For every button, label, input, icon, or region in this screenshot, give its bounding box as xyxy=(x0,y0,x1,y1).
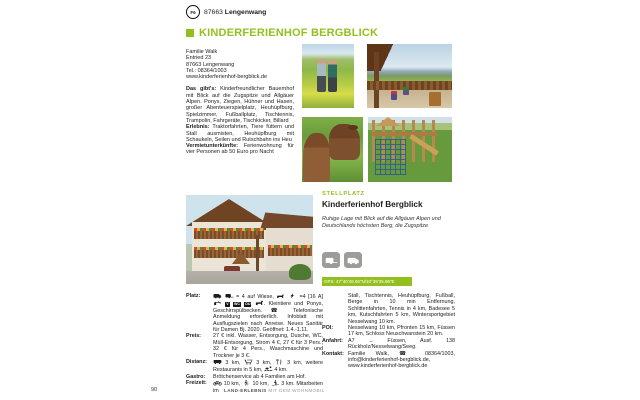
detail-row-kontakt xyxy=(322,351,455,370)
address-line: Tel.: 08364/1003 xyxy=(186,67,227,74)
host-figure xyxy=(317,59,326,92)
address-line: 87663 Lengenwang xyxy=(186,61,235,68)
balcony-post xyxy=(374,52,379,108)
detail-label: Platz: xyxy=(186,293,201,299)
motorhome-icon xyxy=(347,256,360,265)
detail-text: Nesselwang 10 km, Pfronten 15 km, Füssen 17 km, Schloss Neuschwanstein 20 km. xyxy=(348,325,455,338)
plug-icon xyxy=(288,293,297,299)
stellplatz-kicker: STELLPLATZ xyxy=(322,191,365,197)
detail-text: Familie Walk, ☎ 08364/1003, info@kinderferienhof-bergblick.de, www.kinderferienhof-bergblick.de xyxy=(348,350,455,370)
address-line: Entried 23 xyxy=(186,55,212,62)
photo-host-couple xyxy=(302,44,354,108)
text-das-gibts: Kinderfreundlicher Bauernhof mit Blick auf die Zugspitze und Allgäuer Alpen. Ponys, Ziegen, Hühner und Hasen, großer Abenteuerspielplatz, Heuhüpfburg, Spielzimmer, Fußballplatz, Tischtennis, Trampolin, Fahrgeräte, Tischkicker, Billard xyxy=(186,86,294,124)
flower-pot xyxy=(391,91,397,100)
dog-icon xyxy=(276,293,285,299)
climbing-net xyxy=(375,139,406,175)
pool-icon xyxy=(264,366,273,372)
detail-label: Kontakt: xyxy=(322,350,344,357)
caravan-badge xyxy=(322,252,340,268)
address-line: Familie Walk xyxy=(186,49,218,55)
horse-icon xyxy=(255,300,264,306)
cart-icon xyxy=(244,359,253,365)
goat-ear xyxy=(348,125,358,130)
detail-label: Distanz: xyxy=(186,359,207,366)
detail-text: 27 € inkl. Wasser, Entsorgung, Dusche, WC, Müll-Entsorgung, Strom 4 €, 27 € für 3 Pers., 32 € für 4 Pers., Waschmaschine und Trockner je 3 €. xyxy=(213,333,323,359)
motorhome-icon xyxy=(213,293,222,299)
contact-address xyxy=(186,49,294,80)
listing-title: KINDERFERIENHOF BERGBLICK xyxy=(199,27,379,39)
bike-icon xyxy=(213,380,222,386)
playground-deck xyxy=(372,132,438,136)
restaurant-icon xyxy=(275,359,284,365)
detail-label xyxy=(322,293,348,325)
bus-icon xyxy=(213,359,222,365)
detail-row-anfahrt xyxy=(322,338,455,351)
map-grid-badge: F6 xyxy=(186,5,200,19)
info-column xyxy=(186,49,294,156)
stellplatz-section xyxy=(322,191,455,287)
detail-text: = 4 auf Wiese, =4 [16 A] V WC DU . Kleintiere und Ponys, Geschirrspülbecken. ☎ Telefonische Anmeldung erforderlich. Infoblatt mit Ausflugszielen nach Anreise. Neues Sanitär für Damen Bj. 2020. Geöffnet: 1.4.-1.11. xyxy=(213,294,324,334)
detail-text: Brötchenservice ab 4 Familien am Hof. xyxy=(213,373,306,380)
detail-label: Anfahrt: xyxy=(322,337,343,344)
detail-row-platz xyxy=(186,293,323,333)
photo-playground xyxy=(368,117,452,182)
paragraph-vermietung xyxy=(186,143,294,156)
detail-text: Stall, Tischtennis, Heuhüpfburg, Fußball, Berge in 10 min Entfernung, Schlittenfahrten, Tennis in 4 km, Badesee 5 km, Kutschfahrten 5 km, Wintersportgebiet Nesselwang 10 km. xyxy=(348,293,455,325)
motorhome-badge xyxy=(344,252,362,268)
phone-icon: ☎ xyxy=(399,350,415,357)
detail-label: Freizeit: xyxy=(186,380,207,387)
header xyxy=(186,5,266,19)
detail-text: 10 km, 10 km, 3 km. Mitarbeiten im xyxy=(213,381,323,394)
detail-text: 3 km, 3 km, 3 km, weitere Restaurants in 5 km, 4 km. xyxy=(213,360,323,374)
paragraph-das-gibts xyxy=(186,86,294,124)
details-right-column xyxy=(322,293,455,370)
footer-brand xyxy=(224,388,325,393)
box-v-icon: V xyxy=(226,302,229,307)
farmhouse-balcony xyxy=(194,231,264,239)
box-wc-icon: WC xyxy=(233,302,240,307)
detail-row-preis xyxy=(186,333,323,359)
address-line: www.kinderferienhof-bergblick.de xyxy=(186,74,268,81)
listing-title-bar xyxy=(186,27,378,39)
photo-goats xyxy=(302,117,363,182)
footer-brand-rest: MIT DEM WOHNMOBIL xyxy=(266,388,325,393)
goat xyxy=(303,133,330,182)
footer-brand-bold: LAND-ERLEBNIS xyxy=(224,388,267,393)
detail-label: Preis: xyxy=(186,333,201,340)
balcony-railing xyxy=(367,81,452,90)
detail-row-distanz xyxy=(186,359,323,374)
text-vermietung: Ferienwohnung für vier Personen ab 50 Euro pro Nacht xyxy=(186,143,294,156)
tree-trunk xyxy=(256,235,259,271)
balcony-roof xyxy=(367,44,403,71)
detail-row-freizeit-continued xyxy=(322,293,455,325)
detail-row-poi xyxy=(322,325,455,338)
label-das-gibts: Das gibt's: xyxy=(186,86,217,93)
phone-icon: ☎ xyxy=(270,307,285,314)
gps-coordinates: GPS: 47°40'48.06"N/10°35'35.96"E xyxy=(322,277,412,286)
tap-icon xyxy=(213,300,222,306)
host-figure xyxy=(328,60,337,92)
city-name: Lengenwang xyxy=(224,8,267,16)
balcony-chair xyxy=(429,92,441,106)
farmhouse-balcony xyxy=(194,250,264,258)
ski-icon xyxy=(271,380,280,386)
label-vermietung: Vermietunterkünfte: xyxy=(186,143,238,150)
box-du-icon: DU xyxy=(245,302,251,307)
stellplatz-name: Kinderferienhof Bergblick xyxy=(322,200,423,209)
page-number: 90 xyxy=(151,387,158,393)
flower-pot xyxy=(403,87,409,95)
text-erlebnis: Traktorfahrten, Tiere füttern und Stall ausmisten, Heuhüpfburg mit Schaukeln, Seilen und Rutschbahn ins Heu xyxy=(186,124,294,143)
detail-label: Gastro: xyxy=(186,373,206,380)
photo-farmhouse xyxy=(186,195,313,284)
caravan-icon xyxy=(325,256,338,265)
details-left-column xyxy=(186,293,323,394)
label-erlebnis: Erlebnis: xyxy=(186,124,210,131)
detail-label: POI: xyxy=(322,325,334,332)
vehicle-type-badges xyxy=(322,252,362,268)
photo-balcony-view xyxy=(367,44,452,108)
caravan-icon xyxy=(225,293,234,299)
garden-bush xyxy=(289,264,311,280)
hiker-icon xyxy=(242,380,251,386)
green-square-bullet-icon xyxy=(186,29,194,37)
detail-text: A7 → Füssen, Ausf. 138 Rückholz/Nesselwang/Seeg. xyxy=(348,337,455,351)
postal-city xyxy=(204,9,266,16)
postal-code: 87663 xyxy=(204,8,223,16)
stellplatz-tagline: Ruhige Lage mit Blick auf die Allgäuer Alpen und Deutschlands höchsten Berg, die Zugspitze xyxy=(322,216,441,229)
farmhouse-balcony xyxy=(268,248,312,256)
paragraph-erlebnis xyxy=(186,124,294,143)
